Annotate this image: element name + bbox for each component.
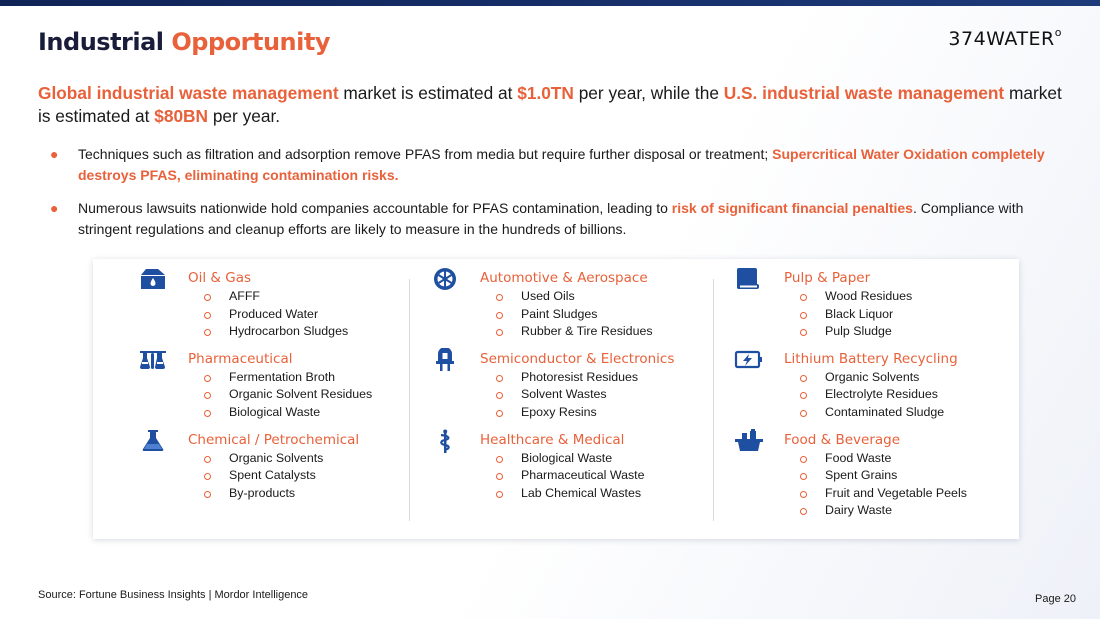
waste-item: Contaminated Sludge [800,404,1014,422]
industry-name: Food & Beverage [784,431,901,448]
waste-item: Organic Solvents [204,450,408,468]
waste-item: Epoxy Resins [496,404,710,422]
column-divider [713,279,714,521]
logo-mark: o [1054,26,1062,39]
waste-item: Electrolyte Residues [800,386,1014,404]
industry-name: Automotive & Aerospace [480,270,648,286]
waste-item: Pharmaceutical Waste [496,467,710,485]
waste-list [188,369,408,422]
intro-us-market: U.S. industrial waste management [723,83,1005,103]
bullet-dot: ● [50,200,59,216]
logo-text: 374WATER [948,28,1055,50]
battery-charging-icon [734,348,764,372]
key-point [50,198,1065,240]
microchip-icon [430,348,460,372]
waste-item: Rubber & Tire Residues [496,323,710,341]
page-number: Page 20 [1035,593,1076,605]
key-point [50,144,1065,186]
industry-name: Chemical / Petrochemical [188,431,360,448]
title-main: Industrial [38,28,164,56]
intro-text: per year. [208,106,281,126]
source-note: Source: Fortune Business Insights | Mordor Intelligence [38,589,309,601]
industry-pharmaceutical [138,348,408,422]
key-point-text: Techniques such as filtration and adsorption remove PFAS from media but require further disposal or treatment; [78,146,773,162]
industry-name: Pulp & Paper [784,270,871,286]
waste-list [480,450,710,503]
key-point-highlight: risk of significant financial penalties [671,200,913,216]
intro-paragraph [38,82,1078,128]
industry-name: Lithium Battery Recycling [784,350,958,367]
waste-item: Food Waste [800,450,1014,468]
industry-pulp-paper [734,267,1014,341]
waste-item: Spent Catalysts [204,467,408,485]
waste-list [784,369,1014,422]
industry-chemical-petrochemical [138,429,408,503]
intro-us-value: $80BN [154,106,209,126]
oil-derrick-icon [138,267,168,291]
industries-panel [93,259,1019,539]
key-point-text-after: . Compliance with stringent regulations and cleanup efforts are likely to measure in the hundreds of billions. [78,200,1024,237]
waste-item: Dairy Waste [800,502,1014,520]
caduceus-icon [430,429,460,453]
food-cart-icon [734,429,764,453]
industry-oil-gas [138,267,408,341]
industry-column-3 [734,267,1014,520]
waste-list [480,288,710,341]
waste-item: Solvent Wastes [496,386,710,404]
waste-item: Fermentation Broth [204,369,408,387]
waste-item: Produced Water [204,306,408,324]
key-point-highlight: Supercritical Water Oxidation completely destroys PFAS, eliminating contamination risks. [78,146,1045,183]
lab-flasks-icon [138,348,168,372]
industry-semiconductor-electronics [430,348,710,422]
waste-item: Spent Grains [800,467,1014,485]
waste-item: Pulp Sludge [800,323,1014,341]
waste-item: Black Liquor [800,306,1014,324]
page-title [38,28,330,56]
intro-text: market is estimated at [338,83,518,103]
waste-item: By-products [204,485,408,503]
intro-global-value: $1.0TN [517,83,574,103]
waste-list [188,450,408,503]
waste-item: Wood Residues [800,288,1014,306]
waste-item: Organic Solvent Residues [204,386,408,404]
industry-name: Pharmaceutical [188,350,293,367]
key-point-text: Numerous lawsuits nationwide hold companies accountable for PFAS contamination, leading to [78,200,672,216]
waste-item: Lab Chemical Wastes [496,485,710,503]
intro-text: market is estimated at [38,83,1062,126]
paper-roll-icon [734,267,764,291]
company-logo [948,28,1062,50]
waste-item: Biological Waste [204,404,408,422]
waste-list [480,369,710,422]
wheel-icon [430,267,460,291]
industry-lithium-battery-recycling [734,348,1014,422]
waste-item: Used Oils [496,288,710,306]
waste-item: Organic Solvents [800,369,1014,387]
industry-automotive-aerospace [430,267,710,341]
waste-item: Biological Waste [496,450,710,468]
intro-global-market: Global industrial waste management [38,83,339,103]
waste-list [784,288,1014,341]
industry-name: Semiconductor & Electronics [480,350,675,367]
title-accent: Opportunity [171,28,330,56]
waste-item: Paint Sludges [496,306,710,324]
waste-list [188,288,408,341]
waste-item: Hydrocarbon Sludges [204,323,408,341]
industry-name: Oil & Gas [188,270,252,286]
industry-food-beverage [734,429,1014,520]
intro-text: per year, while the [573,83,724,103]
industry-healthcare-medical [430,429,710,503]
bullet-dot: ● [50,146,59,162]
waste-list [784,450,1014,520]
top-accent-bar [0,0,1100,6]
key-points-list [50,144,1065,252]
industry-column-1 [138,267,408,502]
beaker-icon [138,429,168,453]
industry-column-2 [430,267,710,502]
waste-item: Photoresist Residues [496,369,710,387]
waste-item: Fruit and Vegetable Peels [800,485,1014,503]
column-divider [409,279,410,521]
industry-name: Healthcare & Medical [480,431,625,448]
waste-item: AFFF [204,288,408,306]
